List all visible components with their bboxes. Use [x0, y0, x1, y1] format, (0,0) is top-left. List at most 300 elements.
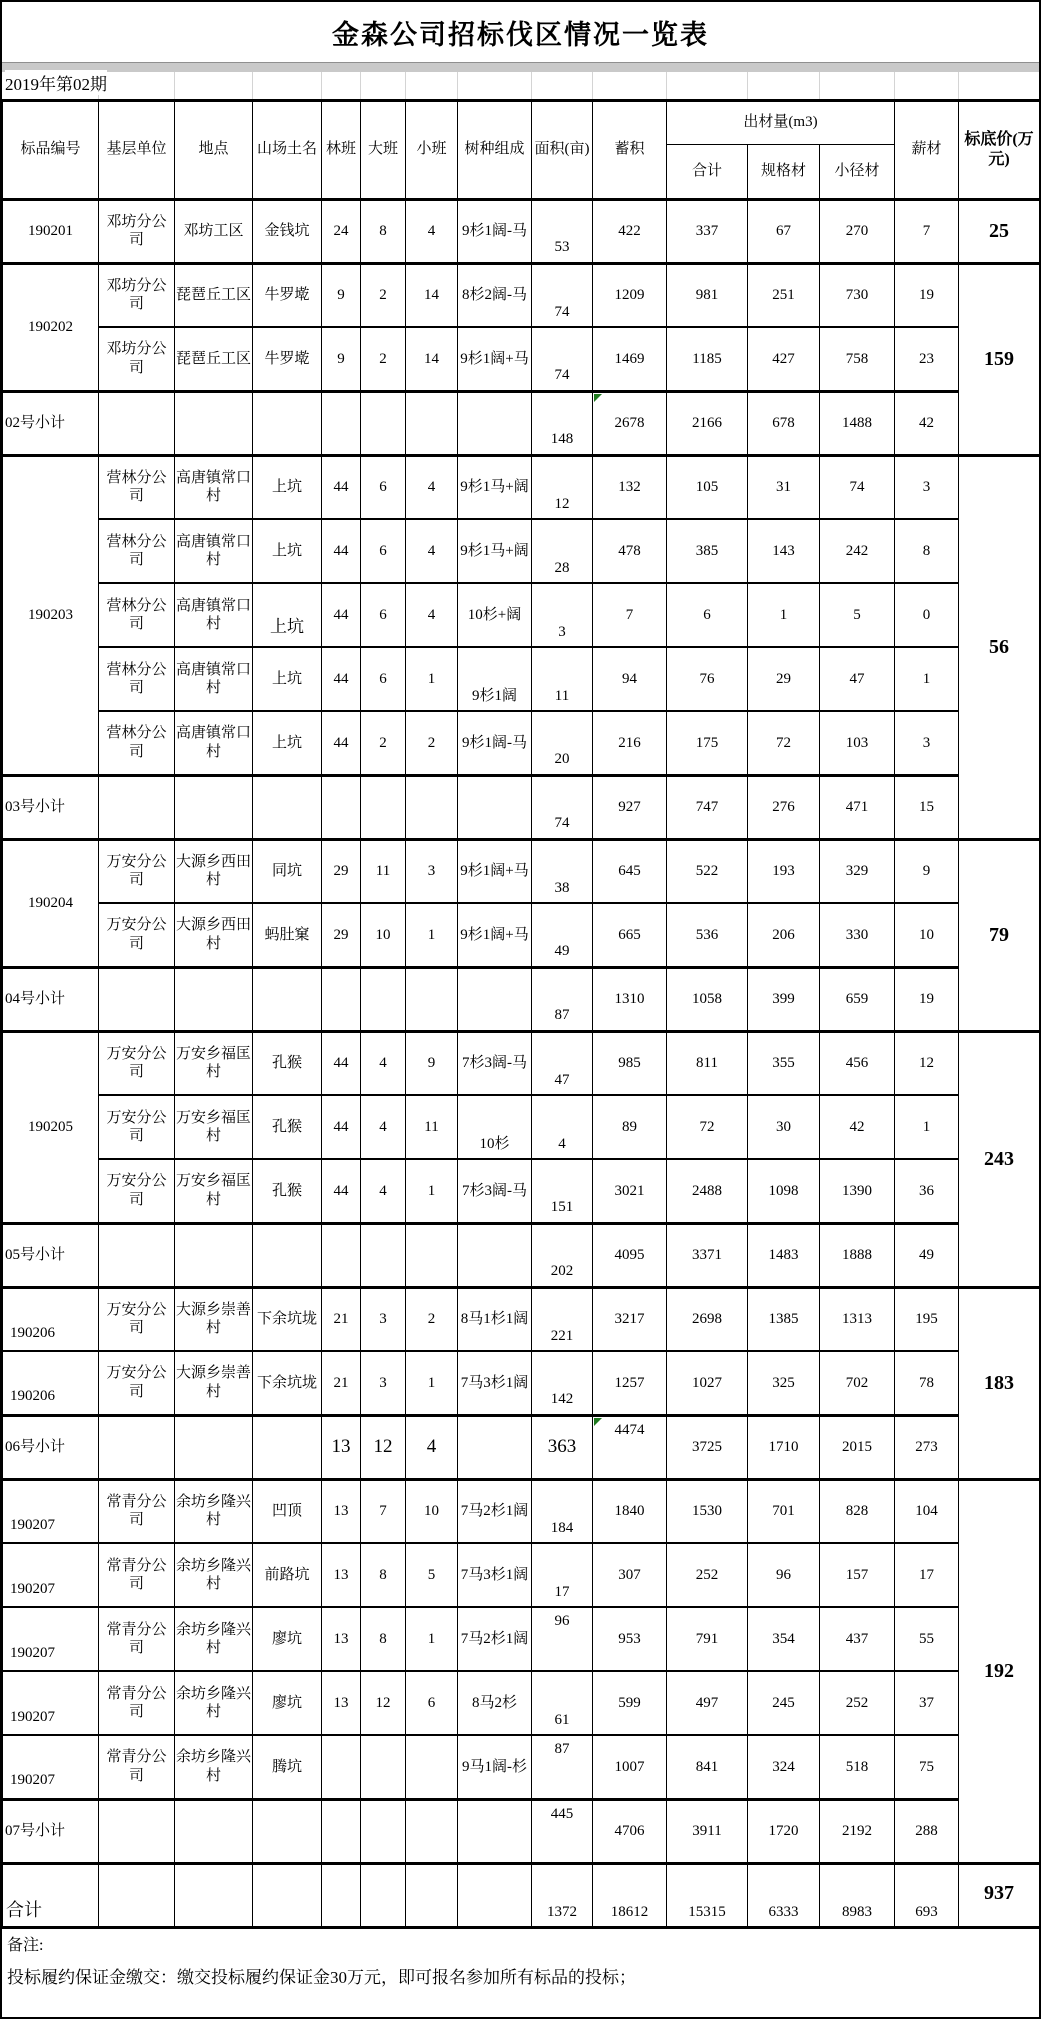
cell-xb: [406, 391, 458, 455]
period-row: [2, 72, 1039, 102]
cell-unit: 营林分公司: [99, 455, 175, 519]
cell-item-no: 190206: [3, 1351, 99, 1415]
table-row: [3, 519, 1040, 583]
cell-small: 103: [820, 711, 895, 775]
cell-place: 余坊乡隆兴村: [175, 1479, 253, 1543]
cell-fire: 273: [895, 1415, 959, 1479]
cell-unit: 万安分公司: [99, 1351, 175, 1415]
cell-fire: 36: [895, 1159, 959, 1223]
cell-unit: 万安分公司: [99, 839, 175, 903]
cell-fire: 17: [895, 1543, 959, 1607]
cell-unit: 营林分公司: [99, 583, 175, 647]
cell-area: 148: [532, 391, 593, 455]
cell-lb: 44: [322, 519, 361, 583]
cell-small: 47: [820, 647, 895, 711]
subtotal-label: 07号小计: [3, 1799, 99, 1863]
cell-spec: 399: [748, 967, 820, 1031]
subtitle-gridline: [360, 72, 361, 99]
cell-spec: 31: [748, 455, 820, 519]
cell-unit: 万安分公司: [99, 1095, 175, 1159]
table-row: [3, 327, 1040, 391]
cell-total: 385: [667, 519, 748, 583]
cell-lb: 21: [322, 1351, 361, 1415]
period-label: 2019年第02期: [5, 70, 107, 95]
cell-total: 2166: [667, 391, 748, 455]
cell-unit: 常青分公司: [99, 1543, 175, 1607]
cell-item-no: 190207: [3, 1735, 99, 1799]
cell-db: [361, 1223, 406, 1287]
cell-total: 791: [667, 1607, 748, 1671]
cell-lb: 44: [322, 455, 361, 519]
cell-base-price: 159: [959, 263, 1040, 455]
cell-db: 12: [361, 1671, 406, 1735]
subtitle-gridline: [457, 72, 458, 99]
cell-xb: 2: [406, 711, 458, 775]
remark-text: 投标履约保证金缴交：缴交投标履约保证金30万元，即可报名参加所有标品的投标；: [7, 1967, 636, 1987]
cell-total: 536: [667, 903, 748, 967]
cell-sp: 9杉1阔+马: [458, 903, 532, 967]
cell-item-no: 190203: [3, 455, 99, 775]
subtotal-row: [3, 1799, 1040, 1863]
cell-area: 184: [532, 1479, 593, 1543]
cell-area: 74: [532, 327, 593, 391]
cell-xb: [406, 775, 458, 839]
cell-fire: 42: [895, 391, 959, 455]
cell-stock: 132: [593, 455, 667, 519]
cell-small: 270: [820, 199, 895, 263]
cell-spec: 72: [748, 711, 820, 775]
cell-stock: 1257: [593, 1351, 667, 1415]
cell-db: [361, 967, 406, 1031]
cell-sp: 10杉+阔: [458, 583, 532, 647]
cell-fire: 15: [895, 775, 959, 839]
cell-spec: 1720: [748, 1799, 820, 1863]
cell-place: 高唐镇常口村: [175, 455, 253, 519]
cell-db: 6: [361, 455, 406, 519]
cell-total: 3725: [667, 1415, 748, 1479]
cell-total: 522: [667, 839, 748, 903]
cell-place: 琵琶丘工区: [175, 327, 253, 391]
subtotal-row: [3, 391, 1040, 455]
cell-total: 3911: [667, 1799, 748, 1863]
cell-sp: 7杉3阔-马: [458, 1159, 532, 1223]
cell-lb: 29: [322, 903, 361, 967]
cell-db: 3: [361, 1287, 406, 1351]
cell-empty: [322, 1863, 361, 1927]
cell-spec: 251: [748, 263, 820, 327]
subtotal-label: 06号小计: [3, 1415, 99, 1479]
cell-small: 518: [820, 1735, 895, 1799]
cell-item-no: 190207: [3, 1479, 99, 1543]
cell-small: 2015: [820, 1415, 895, 1479]
cell-fire: 75: [895, 1735, 959, 1799]
cell-area: 17: [532, 1543, 593, 1607]
cell-unit: 万安分公司: [99, 1287, 175, 1351]
cell-unit: 万安分公司: [99, 1031, 175, 1095]
cell-area: 53: [532, 199, 593, 263]
cell-db: 7: [361, 1479, 406, 1543]
cell-area: 221: [532, 1287, 593, 1351]
cell-area: 61: [532, 1671, 593, 1735]
cell-area: 20: [532, 711, 593, 775]
cell-lb: [322, 391, 361, 455]
cell-empty: [458, 1223, 532, 1287]
cell-xb: [406, 967, 458, 1031]
cell-stock: 645: [593, 839, 667, 903]
cell-place: 琵琶丘工区: [175, 263, 253, 327]
cell-empty: [458, 391, 532, 455]
cell-place: 高唐镇常口村: [175, 519, 253, 583]
cell-empty: [175, 775, 253, 839]
cell-spec: 206: [748, 903, 820, 967]
cell-lb: 13: [322, 1543, 361, 1607]
cell-empty: [253, 967, 322, 1031]
total-label: 合计: [3, 1863, 99, 1927]
cell-spec: 325: [748, 1351, 820, 1415]
header-output: 出材量(m3): [667, 102, 895, 144]
cell-small: 42: [820, 1095, 895, 1159]
cell-sp: 7马3杉1阔: [458, 1543, 532, 1607]
cell-area: 202: [532, 1223, 593, 1287]
cell-total: 252: [667, 1543, 748, 1607]
cell-spec: 67: [748, 199, 820, 263]
cell-fire: 37: [895, 1671, 959, 1735]
cell-xb: 2: [406, 1287, 458, 1351]
cell-area: 28: [532, 519, 593, 583]
cell-spec: 276: [748, 775, 820, 839]
cell-fire: 3: [895, 455, 959, 519]
cell-empty: [253, 1223, 322, 1287]
cell-sp: 9杉1马+阔: [458, 519, 532, 583]
table-row: [3, 1351, 1040, 1415]
header-output-spec: 规格材: [748, 144, 820, 199]
cell-lb: [322, 1223, 361, 1287]
header-firewood: 薪材: [895, 102, 959, 199]
cell-sp: 8杉2阔-马: [458, 263, 532, 327]
cell-total: 6: [667, 583, 748, 647]
cell-lb: 44: [322, 711, 361, 775]
cell-place: 万安乡福匡村: [175, 1159, 253, 1223]
cell-area: 49: [532, 903, 593, 967]
cell-area: 445: [532, 1799, 593, 1863]
cell-lb: 13: [322, 1415, 361, 1479]
cell-fire: 288: [895, 1799, 959, 1863]
cell-fire: 8: [895, 519, 959, 583]
cell-place: 高唐镇常口村: [175, 583, 253, 647]
cell-db: 4: [361, 1095, 406, 1159]
cell-place: 余坊乡隆兴村: [175, 1735, 253, 1799]
cell-stock: 478: [593, 519, 667, 583]
cell-total: 105: [667, 455, 748, 519]
cell-place: 余坊乡隆兴村: [175, 1607, 253, 1671]
cell-total: 497: [667, 1671, 748, 1735]
subtotal-label: 05号小计: [3, 1223, 99, 1287]
header-output-small: 小径材: [820, 144, 895, 199]
cell-sp: 9杉1马+阔: [458, 455, 532, 519]
cell-base-price: 243: [959, 1031, 1040, 1287]
cell-stock: 3021: [593, 1159, 667, 1223]
cell-stock: 94: [593, 647, 667, 711]
cell-area: 4: [532, 1095, 593, 1159]
table-row: [3, 711, 1040, 775]
cell-spec: 1098: [748, 1159, 820, 1223]
cell-area: 38: [532, 839, 593, 903]
cell-sp: 9杉1阔+马: [458, 839, 532, 903]
cell-spec: 30: [748, 1095, 820, 1159]
cell-stock: 307: [593, 1543, 667, 1607]
cell-area: 11: [532, 647, 593, 711]
header-mountain: 山场土名: [253, 102, 322, 199]
cell-lb: 24: [322, 199, 361, 263]
cell-mtn: 孔猴: [253, 1031, 322, 1095]
cell-small: 1888: [820, 1223, 895, 1287]
cell-stock: 927: [593, 775, 667, 839]
cell-item-no: 190206: [3, 1287, 99, 1351]
total-row: [3, 1863, 1040, 1927]
cell-sp: 9杉1阔-马: [458, 711, 532, 775]
cell-db: [361, 391, 406, 455]
table-row: [3, 647, 1040, 711]
cell-unit: 常青分公司: [99, 1735, 175, 1799]
cell-xb: 6: [406, 1671, 458, 1735]
subtotal-label: 03号小计: [3, 775, 99, 839]
cell-empty: [99, 391, 175, 455]
cell-db: 12: [361, 1415, 406, 1479]
cell-mtn: 上坑: [253, 583, 322, 647]
cell-spec: 701: [748, 1479, 820, 1543]
cell-sp: 9马1阔-杉: [458, 1735, 532, 1799]
cell-xb: 3: [406, 839, 458, 903]
cell-mtn: 凹顶: [253, 1479, 322, 1543]
cell-small: 1313: [820, 1287, 895, 1351]
cell-mtn: 上坑: [253, 647, 322, 711]
cell-lb: [322, 1735, 361, 1799]
header-linban: 林班: [322, 102, 361, 199]
cell-lb: 29: [322, 839, 361, 903]
cell-fire: 23: [895, 327, 959, 391]
cell-total: 337: [667, 199, 748, 263]
cell-small: 242: [820, 519, 895, 583]
cell-fire: 1: [895, 647, 959, 711]
table-body: [3, 199, 1040, 1927]
cell-stock: 18612: [593, 1863, 667, 1927]
header-price: 标底价(万元): [959, 102, 1040, 199]
cell-fire: 1: [895, 1095, 959, 1159]
subtotal-row: [3, 775, 1040, 839]
cell-fire: 195: [895, 1287, 959, 1351]
header-place: 地点: [175, 102, 253, 199]
cell-fire: 78: [895, 1351, 959, 1415]
cell-small: 1488: [820, 391, 895, 455]
cell-xb: [406, 1799, 458, 1863]
header-output-total: 合计: [667, 144, 748, 199]
cell-spec: 678: [748, 391, 820, 455]
table-row: [3, 903, 1040, 967]
cell-empty: [175, 1863, 253, 1927]
cell-fire: 10: [895, 903, 959, 967]
table-row: [3, 199, 1040, 263]
subtotal-label: 04号小计: [3, 967, 99, 1031]
cell-empty: [99, 1799, 175, 1863]
cell-lb: 44: [322, 1095, 361, 1159]
table-row: [3, 455, 1040, 519]
cell-empty: [406, 1863, 458, 1927]
cell-db: 4: [361, 1031, 406, 1095]
cell-mtn: 廖坑: [253, 1607, 322, 1671]
cell-sp: 9杉1阔-马: [458, 199, 532, 263]
cell-stock: 599: [593, 1671, 667, 1735]
cell-empty: [253, 1799, 322, 1863]
cell-fire: 693: [895, 1863, 959, 1927]
cell-spec: 6333: [748, 1863, 820, 1927]
cell-spec: 96: [748, 1543, 820, 1607]
cell-empty: [175, 967, 253, 1031]
subtotal-row: [3, 1415, 1040, 1479]
cell-area: 74: [532, 775, 593, 839]
cell-empty: [99, 775, 175, 839]
cell-xb: 14: [406, 327, 458, 391]
cell-area: 87: [532, 1735, 593, 1799]
cell-lb: 9: [322, 327, 361, 391]
cell-spec: 355: [748, 1031, 820, 1095]
cell-empty: [175, 391, 253, 455]
cell-small: 730: [820, 263, 895, 327]
cell-sp: 7马2杉1阔: [458, 1479, 532, 1543]
cell-xb: 1: [406, 1159, 458, 1223]
cell-small: 5: [820, 583, 895, 647]
subtitle-gridline: [894, 72, 895, 99]
cell-item-no: 190207: [3, 1671, 99, 1735]
cell-mtn: 孔猴: [253, 1159, 322, 1223]
subtitle-gridline: [174, 72, 175, 99]
cell-unit: 万安分公司: [99, 903, 175, 967]
cell-lb: 44: [322, 647, 361, 711]
table-header: [3, 102, 1040, 199]
cell-lb: [322, 775, 361, 839]
cell-place: 大源乡崇善村: [175, 1351, 253, 1415]
cell-empty: [253, 391, 322, 455]
cell-spec: 143: [748, 519, 820, 583]
table-row: [3, 1095, 1040, 1159]
table-row: [3, 1159, 1040, 1223]
cell-unit: 邓坊分公司: [99, 263, 175, 327]
cell-total: 72: [667, 1095, 748, 1159]
cell-small: 8983: [820, 1863, 895, 1927]
cell-place: 高唐镇常口村: [175, 647, 253, 711]
cell-sp: 8马1杉1阔: [458, 1287, 532, 1351]
cell-area: 142: [532, 1351, 593, 1415]
cell-small: 456: [820, 1031, 895, 1095]
cell-unit: 邓坊分公司: [99, 327, 175, 391]
cell-spec: 193: [748, 839, 820, 903]
subtitle-gridline: [747, 72, 748, 99]
cell-mtn: 前路坑: [253, 1543, 322, 1607]
cell-total: 1058: [667, 967, 748, 1031]
cell-mtn: 上坑: [253, 711, 322, 775]
cell-db: 2: [361, 327, 406, 391]
cell-sp: 8马2杉: [458, 1671, 532, 1735]
subtitle-gridline: [531, 72, 532, 99]
cell-xb: 4: [406, 455, 458, 519]
cell-spec: 29: [748, 647, 820, 711]
cell-total: 76: [667, 647, 748, 711]
cell-small: 758: [820, 327, 895, 391]
cell-place: 高唐镇常口村: [175, 711, 253, 775]
cell-db: 4: [361, 1159, 406, 1223]
cell-unit: 常青分公司: [99, 1607, 175, 1671]
cell-unit: 邓坊分公司: [99, 199, 175, 263]
cell-small: 1390: [820, 1159, 895, 1223]
cell-fire: 19: [895, 263, 959, 327]
cell-xb: 1: [406, 1607, 458, 1671]
cell-empty: [175, 1799, 253, 1863]
cell-lb: 9: [322, 263, 361, 327]
cell-empty: [458, 967, 532, 1031]
cell-sp: 9杉1阔: [458, 647, 532, 711]
cell-base-price: 25: [959, 199, 1040, 263]
cell-stock: 1310: [593, 967, 667, 1031]
cell-small: 828: [820, 1479, 895, 1543]
cell-small: 74: [820, 455, 895, 519]
cell-mtn: 牛罗墘: [253, 263, 322, 327]
cell-empty: [253, 1863, 322, 1927]
cell-lb: 44: [322, 1031, 361, 1095]
cell-db: 6: [361, 647, 406, 711]
cell-small: 437: [820, 1607, 895, 1671]
cell-stock: 1209: [593, 263, 667, 327]
cell-mtn: 下余坑垅: [253, 1351, 322, 1415]
cell-xb: 14: [406, 263, 458, 327]
cell-area: 3: [532, 583, 593, 647]
cell-empty: [99, 1415, 175, 1479]
cell-total: 3371: [667, 1223, 748, 1287]
cell-small: 471: [820, 775, 895, 839]
cell-spec: 1385: [748, 1287, 820, 1351]
cell-db: 2: [361, 263, 406, 327]
cell-spec: 324: [748, 1735, 820, 1799]
cell-db: 8: [361, 1607, 406, 1671]
cell-mtn: 廖坑: [253, 1671, 322, 1735]
cell-unit: 常青分公司: [99, 1479, 175, 1543]
subtitle-gridline: [321, 72, 322, 99]
cell-area: 151: [532, 1159, 593, 1223]
table-row: [3, 1031, 1040, 1095]
cell-item-no: 190204: [3, 839, 99, 967]
table-row: [3, 1607, 1040, 1671]
cell-lb: 13: [322, 1671, 361, 1735]
cell-fire: 104: [895, 1479, 959, 1543]
cell-db: 8: [361, 1543, 406, 1607]
cell-stock: 4095: [593, 1223, 667, 1287]
header-area: 面积(亩): [532, 102, 593, 199]
cell-fire: 7: [895, 199, 959, 263]
cell-empty: [361, 1863, 406, 1927]
table-row: [3, 1735, 1040, 1799]
cell-small: 702: [820, 1351, 895, 1415]
cell-place: 大源乡崇善村: [175, 1287, 253, 1351]
cell-place: 万安乡福匡村: [175, 1031, 253, 1095]
cell-db: [361, 775, 406, 839]
cell-place: 大源乡西田村: [175, 903, 253, 967]
cell-xb: [406, 1735, 458, 1799]
table-row: [3, 1479, 1040, 1543]
cell-lb: [322, 1799, 361, 1863]
cell-xb: 10: [406, 1479, 458, 1543]
cell-xb: 1: [406, 903, 458, 967]
cell-area: 47: [532, 1031, 593, 1095]
cell-lb: 44: [322, 583, 361, 647]
cell-total: 2488: [667, 1159, 748, 1223]
